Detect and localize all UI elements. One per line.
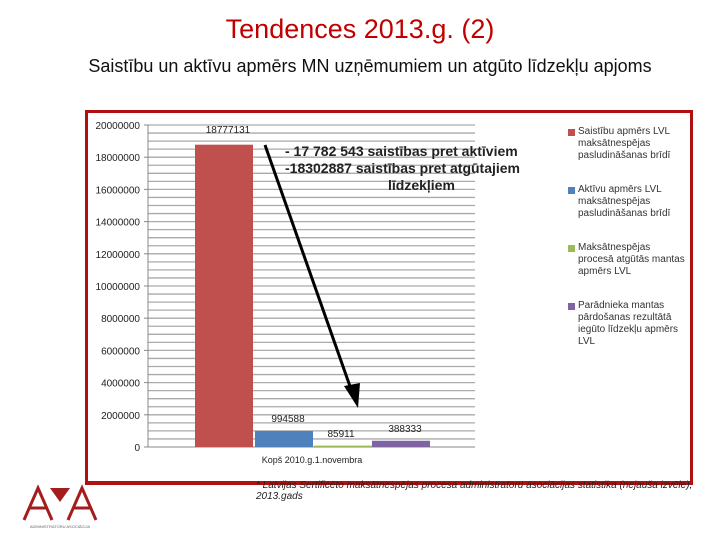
y-tick-label: 10000000	[95, 282, 140, 293]
arrow-head	[344, 383, 360, 408]
footnote: * Latvijas Sertificēto maksātnespējas procesa administratoru asociācijas statistika (nejauša izvēle), 2013.gads	[256, 480, 693, 502]
y-tick-label: 12000000	[95, 249, 140, 261]
legend-item	[568, 242, 686, 278]
data-label: 18777131	[205, 125, 251, 136]
y-tick-label: 0	[134, 443, 140, 454]
annotation-line-1: - 17 782 543 saistības pret aktīviem	[285, 143, 518, 159]
legend-label: Aktīvu apmērs LVL maksātnespējas pasludināšanas brīdī	[578, 184, 671, 219]
legend-swatch	[568, 245, 575, 252]
data-label: 85911	[327, 429, 355, 440]
y-tick-label: 4000000	[101, 378, 140, 390]
bar-2	[255, 431, 313, 447]
legend-item	[568, 300, 686, 348]
annotation-line-3: līdzekļiem	[388, 177, 455, 193]
legend-item	[568, 126, 686, 162]
data-label: 388333	[388, 424, 422, 435]
legend-swatch	[568, 187, 575, 194]
x-axis-label: Kopš 2010.g.1.novembra	[261, 455, 363, 465]
ava-logo	[20, 484, 100, 530]
bar-1	[195, 145, 253, 447]
y-tick-label: 6000000	[101, 346, 140, 358]
data-label: 994588	[271, 414, 305, 425]
chart-subtitle: Saistību un aktīvu apmērs MN uzņēmumiem un atgūto līdzekļu apjoms	[88, 56, 652, 76]
legend-label: Maksātnespējas procesā atgūtās mantas apmērs LVL	[578, 242, 685, 277]
legend-swatch	[568, 303, 575, 310]
svg-text:ADMINISTRATORU ASOCIĀCIJA: ADMINISTRATORU ASOCIĀCIJA	[29, 524, 91, 529]
legend-item	[568, 184, 686, 220]
legend-swatch	[568, 129, 575, 136]
annotation-line-2: -18302887 saistības pret atgūtajiem	[285, 160, 521, 176]
legend-label: Parādnieka mantas pārdošanas rezultātā iegūto līdzekļu apmērs LVL	[578, 300, 679, 347]
y-tick-label: 2000000	[101, 410, 140, 422]
annotation-text	[285, 143, 555, 194]
y-tick-label: 8000000	[101, 314, 140, 326]
legend-label: Saistību apmērs LVL maksātnespējas pasludināšanas brīdī	[578, 126, 671, 161]
bar-4	[372, 441, 430, 447]
y-tick-label: 18000000	[95, 153, 140, 165]
chart-legend	[568, 126, 686, 370]
slide-title: Tendences 2013.g. (2)	[225, 14, 495, 44]
bar-3	[314, 446, 372, 447]
y-tick-label: 14000000	[95, 217, 140, 229]
y-tick-label: 20000000	[95, 121, 140, 132]
y-tick-label: 16000000	[95, 185, 140, 197]
